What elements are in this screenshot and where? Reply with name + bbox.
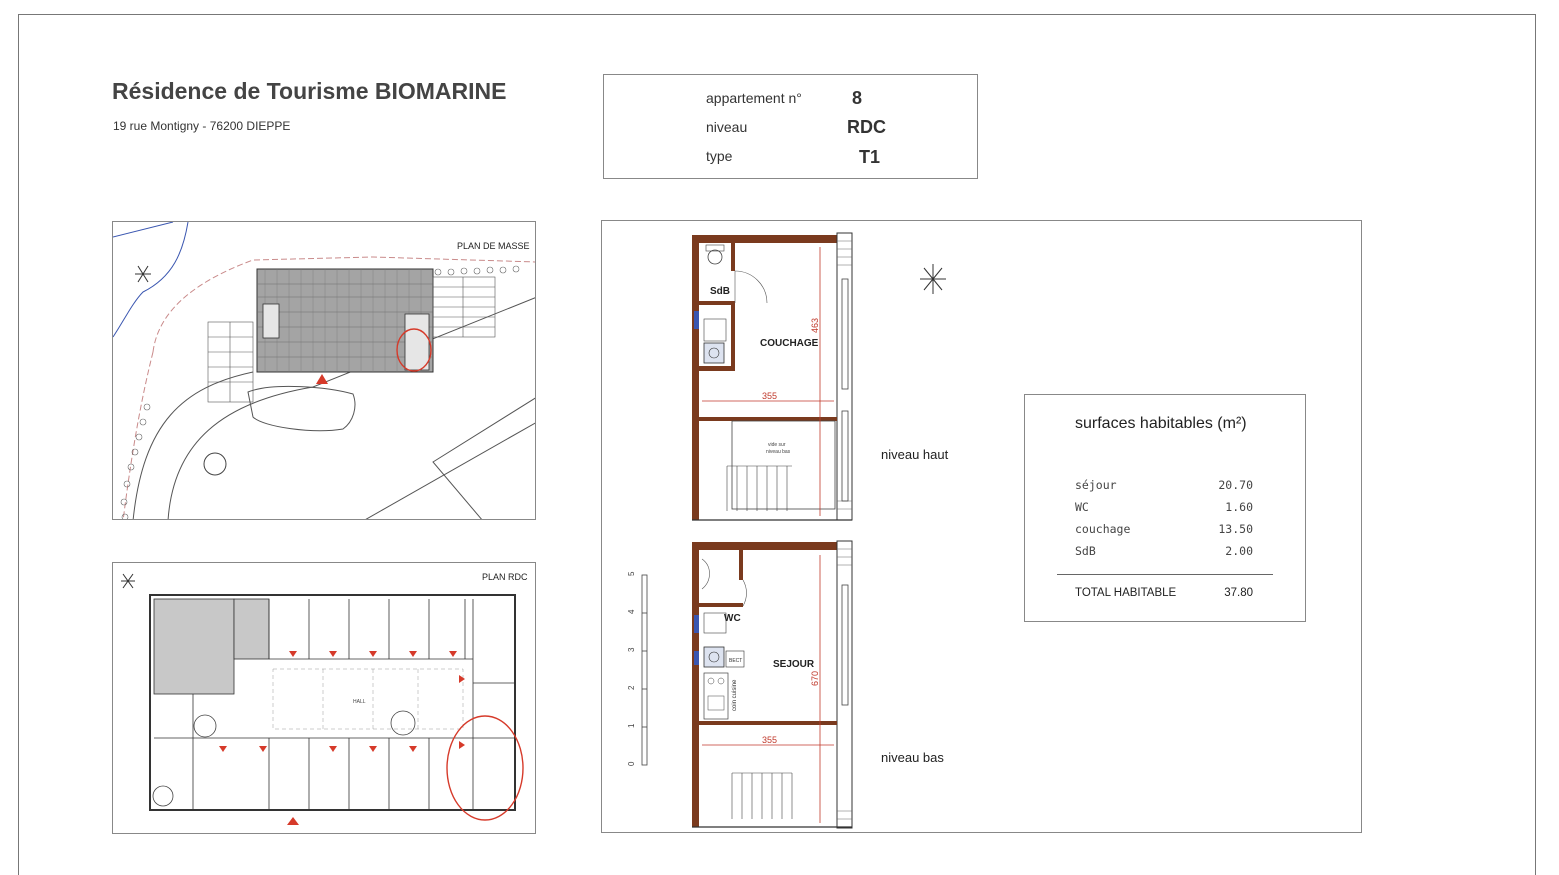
level-label-lower: niveau bas — [881, 750, 944, 765]
level-label-upper: niveau haut — [881, 447, 949, 462]
info-value-niveau: RDC — [847, 117, 886, 137]
ground-floor-plan-drawing — [113, 563, 536, 834]
surface-name-wc: WC — [1075, 500, 1089, 514]
surface-value-couchage: 13.50 — [1218, 522, 1253, 536]
info-label-niveau: niveau — [706, 119, 748, 135]
void-note-1: vide sur — [768, 442, 786, 448]
surface-value-sejour: 20.70 — [1218, 478, 1253, 492]
info-label-type: type — [706, 148, 733, 164]
hall-label: HALL — [353, 699, 366, 705]
info-value-type: T1 — [859, 147, 881, 167]
scale-tick-3: 3 — [627, 647, 636, 652]
kitchen-label: coin cuisine — [732, 679, 738, 711]
surface-name-sdb: SdB — [1075, 544, 1096, 558]
surfaces-title: surfaces habitables (m²) — [1075, 415, 1247, 432]
surface-value-wc: 1.60 — [1225, 500, 1253, 514]
appliance-label: BECT — [729, 658, 743, 664]
total-divider — [1057, 574, 1273, 575]
total-label: TOTAL HABITABLE — [1075, 587, 1177, 599]
page-title: Résidence de Tourisme BIOMARINE — [112, 78, 507, 104]
room-label-sejour: SEJOUR — [773, 659, 815, 670]
north-arrow-icon — [920, 264, 946, 294]
dim-width-upper: 355 — [762, 391, 778, 401]
info-label-appartement: appartement n° — [706, 90, 802, 106]
lower-level-plan — [692, 541, 852, 828]
surface-name-couchage: couchage — [1075, 522, 1131, 536]
scale-tick-1: 1 — [627, 723, 636, 728]
room-label-couchage: COUCHAGE — [760, 338, 819, 349]
site-plan-drawing — [113, 222, 536, 520]
scale-bar — [642, 575, 647, 765]
plan-de-masse-panel — [112, 221, 536, 520]
scale-tick-2: 2 — [627, 685, 636, 690]
dim-width-lower: 355 — [762, 735, 778, 745]
room-label-wc: WC — [724, 613, 741, 624]
address: 19 rue Montigny - 76200 DIEPPE — [113, 119, 291, 133]
scale-tick-0: 0 — [627, 761, 636, 766]
surfaces-table — [1024, 394, 1306, 622]
scale-tick-5: 5 — [627, 571, 636, 576]
room-label-sdb: SdB — [710, 286, 730, 297]
void-note-2: niveau bas — [766, 449, 791, 455]
scale-tick-4: 4 — [627, 609, 636, 614]
surface-value-sdb: 2.00 — [1225, 544, 1253, 558]
upper-level-plan — [692, 233, 852, 520]
apartment-info-box — [603, 74, 978, 179]
plan-rdc-label: PLAN RDC — [482, 572, 528, 582]
dim-depth-lower: 670 — [810, 670, 820, 686]
info-value-appartement: 8 — [852, 88, 863, 108]
plan-de-masse-label: PLAN DE MASSE — [457, 241, 530, 251]
plan-rdc-panel — [112, 562, 536, 834]
surface-name-sejour: séjour — [1075, 478, 1117, 492]
total-value: 37.80 — [1224, 587, 1253, 599]
dim-depth-upper: 463 — [810, 317, 820, 333]
